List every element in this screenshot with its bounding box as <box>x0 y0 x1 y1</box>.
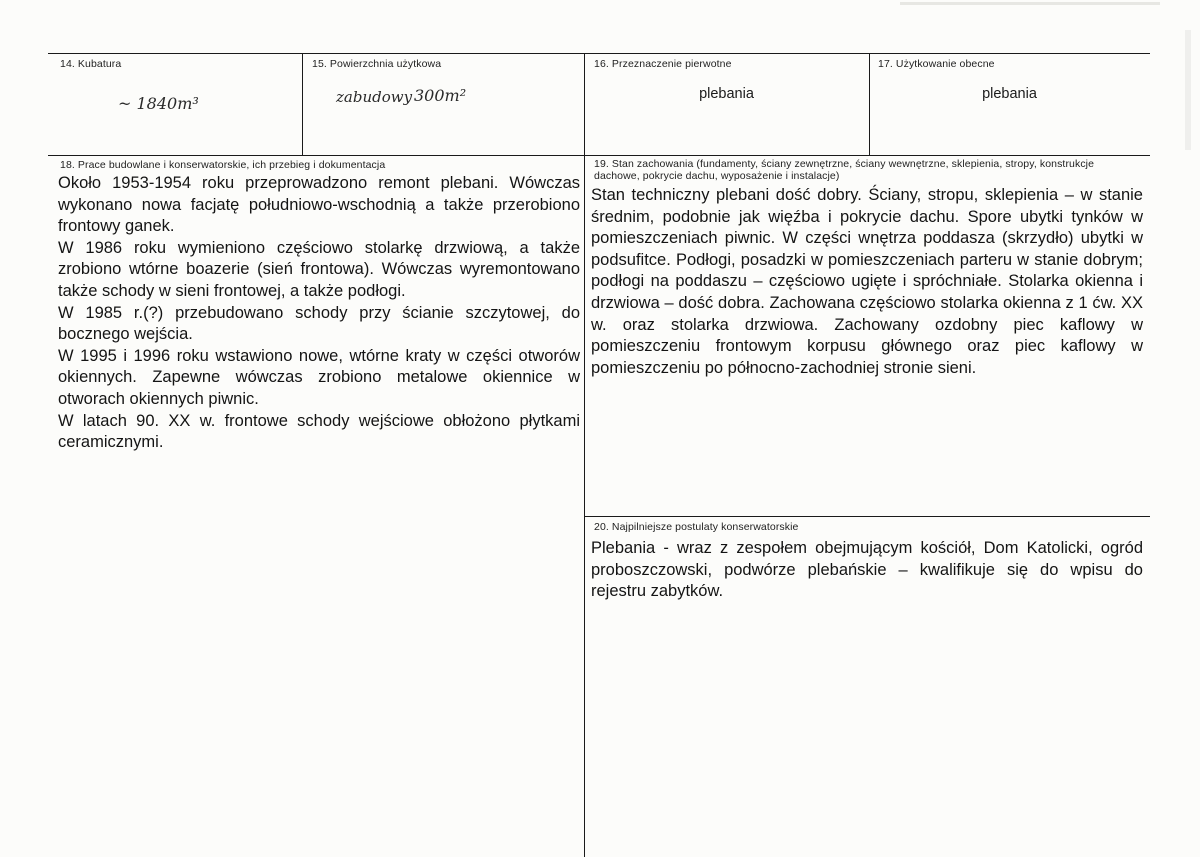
powierzchnia-handwritten-value: 300m² <box>414 86 467 105</box>
section19-label: 19. Stan zachowania (fundamenty, ściany zewnętrzne, ściany wewnętrzne, sklepienia, stropy, konstrukcje dachowe, pokrycie dachu, wyposażenie i instalacje) <box>594 158 1095 182</box>
przeznaczenie-label: 16. Przeznaczenie pierwotne <box>594 58 732 70</box>
przeznaczenie-value: plebania <box>699 86 754 102</box>
kubatura-label: 14. Kubatura <box>60 58 122 70</box>
section20-top-rule <box>584 516 1150 517</box>
section18-paragraph: Około 1953-1954 roku przeprowadzono remont plebani. Wówczas wykonano nowa facjatę południowo-wschodnią a także przerobiono frontowy ganek. <box>58 174 580 236</box>
powierzchnia-label: 15. Powierzchnia użytkowa <box>312 58 442 70</box>
section18-label: 18. Prace budowlane i konserwatorskie, ich przebieg i dokumentacja <box>60 159 386 171</box>
section18-paragraph: W 1995 i 1996 roku wstawiono nowe, wtórne kraty w części otworów okiennych. Zapewne wówczas zrobiono metalowe okiennice w otworach okiennych piwnic. <box>58 346 580 408</box>
scan-artifact <box>900 2 1160 5</box>
table-row-rule <box>48 155 1150 156</box>
kubatura-handwritten-value: ~ 1840m³ <box>118 94 199 113</box>
uzytkowanie-label: 17. Użytkowanie obecne <box>878 58 995 70</box>
column-divider <box>584 53 585 857</box>
section20-body: Plebania - wraz z zespołem obejmującym kościół, Dom Katolicki, ogród proboszczowski, podwórze plebańskie – kwalifikuje się do wpisu do rejestru zabytków. <box>591 539 1143 601</box>
section18-paragraph: W latach 90. XX w. frontowe schody wejściowe obłożono płytkami ceramicznymi. <box>58 411 580 452</box>
uzytkowanie-value: plebania <box>982 86 1037 102</box>
powierzchnia-handwritten-prefix: zabudowy <box>336 88 413 106</box>
scan-artifact <box>1185 30 1191 150</box>
section18-paragraph: W 1985 r.(?) przebudowano schody przy ścianie szczytowej, do bocznego wejścia. <box>58 303 580 344</box>
section20-label: 20. Najpilniejsze postulaty konserwatorskie <box>594 521 799 533</box>
section18-body <box>58 173 580 454</box>
table-top-rule <box>48 53 1150 54</box>
section18-paragraph: W 1986 roku wymieniono częściowo stolarkę drzwiową, a także zrobiono wtórne boazerie (sień frontowa). Wówczas wyremontowano także schody w sieni frontowej, a także podłogi. <box>58 238 580 300</box>
cell-divider <box>869 53 870 155</box>
cell-divider <box>302 53 303 155</box>
section19-body: Stan techniczny plebani dość dobry. Ściany, stropu, sklepienia – w stanie średnim, podobnie jak więźba i pokrycie dachu. Spore ubytki tynków w pomieszczeniach piwnic. W części wnętrza poddasza (skrzydło) ubytki w podsufitce. Podłogi, posadzki w pomieszczeniach parteru w stanie dobrym; podłogi na poddaszu – częściowo ugięte i spróchniałe. Stolarka okienna i drzwiowa – dość dobra. Zachowana częściowo stolarka okienna z 1 ćw. XX w. oraz stolarka drzwiowa. Zachowany ozdobny piec kaflowy w pomieszczeniu frontowym korpusu głównego oraz piec kaflowy w pomieszczeniu po północno-zachodniej stronie sieni. <box>591 186 1143 377</box>
